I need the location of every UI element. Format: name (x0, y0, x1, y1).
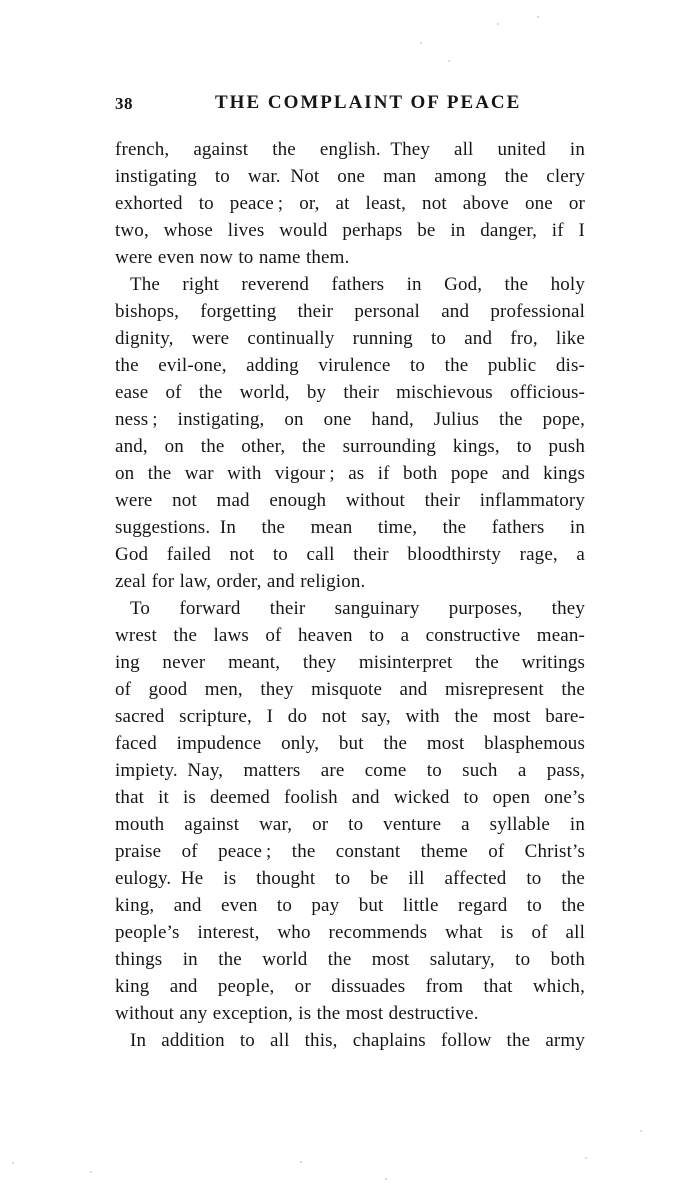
scan-speck (537, 16, 539, 18)
scan-speck (385, 1178, 387, 1180)
running-header (115, 92, 585, 116)
text-line: praise of peace ; the constant theme of Christ’s (115, 841, 585, 862)
text-line: ness ; instigating, on one hand, Julius the pope, (115, 409, 585, 430)
page-number: 38 (115, 94, 133, 113)
scan-speck (640, 1130, 642, 1132)
scan-speck (585, 1157, 587, 1159)
text-line: To forward their sanguinary purposes, they (130, 598, 585, 619)
text-line: exhorted to peace ; or, at least, not above one or (115, 193, 585, 214)
scan-speck (448, 60, 450, 62)
text-line: wrest the laws of heaven to a constructive mean- (115, 625, 585, 646)
text-line: without any exception, is the most destructive. (115, 1003, 479, 1024)
scan-speck (12, 1162, 14, 1164)
text-line: In addition to all this, chaplains follow the army (130, 1030, 585, 1051)
text-line: two, whose lives would perhaps be in danger, if I (115, 220, 585, 241)
running-title: THE COMPLAINT OF PEACE (215, 92, 522, 113)
body-text (115, 136, 585, 1054)
text-line: God failed not to call their bloodthirsty rage, a (115, 544, 585, 565)
text-line: sacred scripture, I do not say, with the most bare- (115, 706, 585, 727)
text-line: the evil-one, adding virulence to the public dis- (115, 355, 585, 376)
scan-speck (300, 1161, 302, 1163)
text-line: french, against the english. They all united in (115, 139, 585, 160)
scan-speck (90, 1171, 92, 1173)
text-line: things in the world the most salutary, to both (115, 949, 585, 970)
scan-speck (497, 23, 499, 25)
scan-speck (420, 42, 422, 44)
text-line: king, and even to pay but little regard to the (115, 895, 585, 916)
text-line: of good men, they misquote and misrepresent the (115, 679, 585, 700)
text-line: people’s interest, who recommends what is of all (115, 922, 585, 943)
text-line: king and people, or dissuades from that which, (115, 976, 585, 997)
text-line: were even now to name them. (115, 247, 350, 268)
text-line: zeal for law, order, and religion. (115, 571, 366, 592)
text-line: ease of the world, by their mischievous officious- (115, 382, 585, 403)
text-line: ing never meant, they misinterpret the writings (115, 652, 585, 673)
text-line: The right reverend fathers in God, the holy (130, 274, 585, 295)
text-line: on the war with vigour ; as if both pope and kings (115, 463, 585, 484)
text-line: mouth against war, or to venture a syllable in (115, 814, 585, 835)
text-line: impiety. Nay, matters are come to such a pass, (115, 760, 585, 781)
text-line: suggestions. In the mean time, the fathers in (115, 517, 585, 538)
text-line: faced impudence only, but the most blasphemous (115, 733, 585, 754)
text-line: eulogy. He is thought to be ill affected to the (115, 868, 585, 889)
text-line: that it is deemed foolish and wicked to open one’s (115, 787, 585, 808)
text-line: were not mad enough without their inflammatory (115, 490, 585, 511)
text-line: and, on the other, the surrounding kings, to push (115, 436, 585, 457)
text-line: instigating to war. Not one man among the clery (115, 166, 585, 187)
text-line: dignity, were continually running to and fro, like (115, 328, 585, 349)
text-line: bishops, forgetting their personal and professional (115, 301, 585, 322)
